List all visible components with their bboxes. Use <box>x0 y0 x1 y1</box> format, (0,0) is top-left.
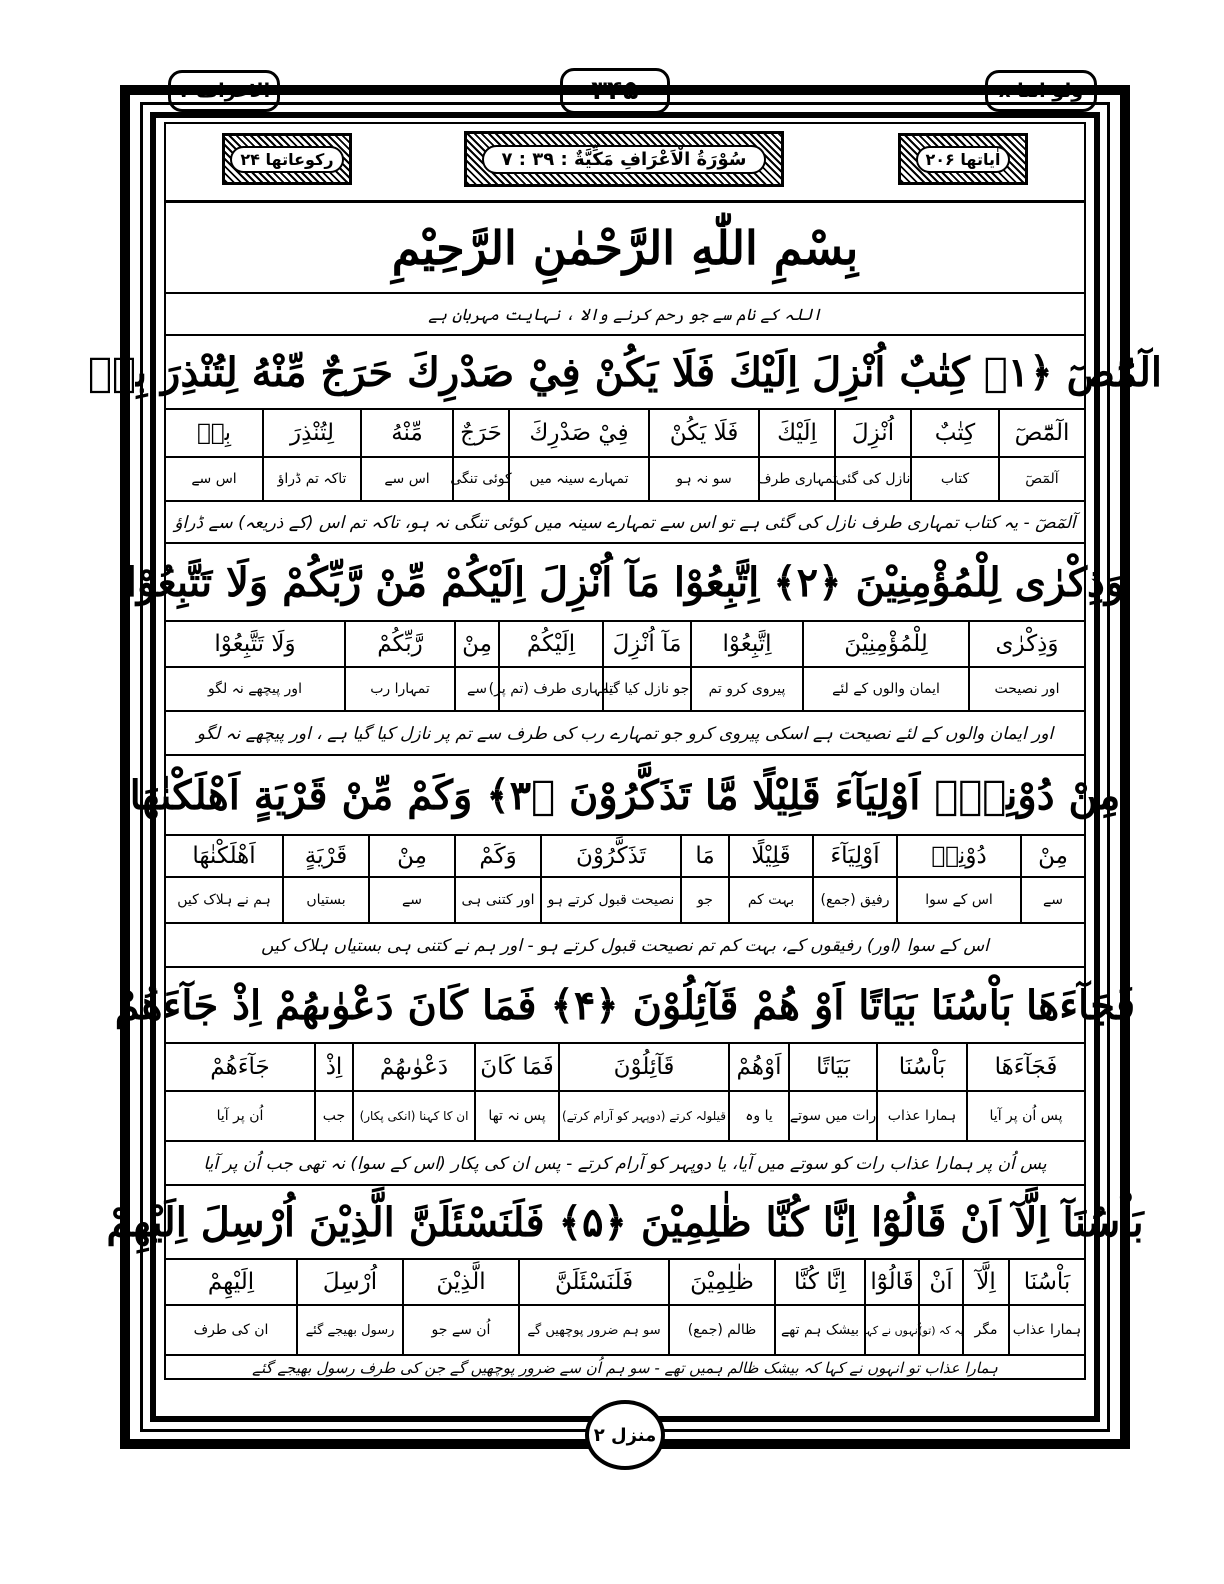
word-cell: جَآءَهُمْ <box>210 1054 270 1080</box>
word-row-4 <box>166 1042 1084 1090</box>
word-cell: اِذْ <box>314 1044 352 1090</box>
word-cell: اَهْلَكْنٰهَا <box>192 843 256 869</box>
meaning-row-5 <box>166 1304 1084 1354</box>
meaning-cell: بیشک ہم تھے <box>774 1306 864 1354</box>
word-cell: الٓمّٓصٓ <box>998 410 1084 456</box>
word-cell: فَجَآءَهَا <box>966 1044 1084 1090</box>
meaning-cell: اُنہوں نے کہا <box>864 1306 918 1354</box>
meaning-cell: اُن پر آیا <box>216 1108 264 1124</box>
surah-title: ۷ : سُوْرَةُ الْاَعْرَافِ مَكِّيَّةٌ : ۳۹ <box>482 145 767 174</box>
word-row-1 <box>166 408 1084 456</box>
word-cell: اَوْهُمْ <box>728 1044 788 1090</box>
meaning-cell: سو ہم ضرور پوچھیں گے <box>518 1306 668 1354</box>
word-cell: اِلَيْهِمْ <box>207 1269 255 1295</box>
word-cell: وَكَمْ <box>454 836 540 876</box>
meaning-cell: جب <box>314 1092 352 1140</box>
word-cell: تَذَكَّرُوْنَ <box>540 836 680 876</box>
word-cell: فِيْ صَدْرِكَ <box>508 410 648 456</box>
meaning-cell: رسول بھیجے گئے <box>296 1306 402 1354</box>
meaning-cell: ہمارا عذاب <box>876 1092 966 1140</box>
word-cell: كِتٰبٌ <box>910 410 998 456</box>
meaning-row-3 <box>166 876 1084 922</box>
word-cell: دُوْنِهٖ <box>896 836 1020 876</box>
word-cell: رَّبِّكُمْ <box>344 622 454 666</box>
word-cell: مَا <box>680 836 728 876</box>
word-cell: اُنْزِلَ <box>834 410 910 456</box>
meaning-cell: قیلولہ کرتے (دوپہر کو آرام کرتے) <box>558 1092 728 1140</box>
ayah-text: بَاْسُنَآ اِلَّآ اَنْ قَالُوْٓا اِنَّا كُنَّا ظٰلِمِيْنَ ﴿۵﴾ فَلَنَسْئَلَنَّ الَّذِيْنَ اُرْسِلَ اِلَيْهِمْ <box>106 1198 1144 1246</box>
word-row-3 <box>166 834 1084 876</box>
meaning-cell: بستیاں <box>282 878 368 922</box>
word-cell: حَرَجٌ <box>452 410 508 456</box>
translation-row-3 <box>166 922 1084 966</box>
translation-row-5 <box>166 1354 1084 1380</box>
word-row-5 <box>166 1258 1084 1304</box>
meaning-cell: تاکہ تم ڈراؤ <box>262 458 360 500</box>
word-cell: اِتَّبِعُوْا <box>690 622 802 666</box>
word-cell: لِتُنْذِرَ <box>262 410 360 456</box>
word-cell: فَلَنَسْئَلَنَّ <box>518 1260 668 1304</box>
word-cell: بِهٖ <box>197 420 232 446</box>
translation-text: پس اُن پر ہمارا عذاب رات کو سوتے میں آیا، یا دوپہر کو آرام کرتے - پس ان کی پکار (اس کے سوا) نہ تھی جب اُن پر آیا <box>203 1153 1047 1174</box>
word-cell: فَمَا كَانَ <box>474 1044 558 1090</box>
meaning-cell: اور نصیحت <box>968 668 1084 710</box>
translation-text: اور ایمان والوں کے لئے نصیحت ہے اسکی پیروی کرو جو تمہارے رب کی طرف سے تم پر نازل کیا گیا ہے ، اور پیچھے نہ لگو <box>196 723 1054 744</box>
word-cell: اِلَّآ <box>962 1260 1008 1304</box>
meaning-cell: تمہارے سینہ میں <box>508 458 648 500</box>
translation-text: ہمارا عذاب تو انہوں نے کہا کہ بیشک ظالم ہمیں تھے - سو ہم اُن سے ضرور پوچھیں گے جن کی طرف رسول بھیجے گئے <box>252 1359 998 1377</box>
meaning-cell: آلمٓصٓ <box>998 458 1084 500</box>
word-cell: لِلْمُؤْمِنِيْنَ <box>802 622 968 666</box>
meaning-cell: اس سے <box>360 458 452 500</box>
meaning-cell: سو نہ ہو <box>648 458 758 500</box>
word-row-2 <box>166 620 1084 666</box>
word-cell: قَلِيْلًا <box>728 836 812 876</box>
translation-row-4 <box>166 1140 1084 1184</box>
meaning-cell: اور پیچھے نہ لگو <box>208 681 302 697</box>
meaning-cell: رات میں سوتے <box>788 1092 876 1140</box>
word-cell: اَوْلِيَآءَ <box>812 836 896 876</box>
word-cell: وَلَا تَتَّبِعُوْا <box>214 631 296 657</box>
word-cell: اِلَيْكُمْ <box>498 622 602 666</box>
meaning-row-2 <box>166 666 1084 710</box>
ayah-text: مِنْ دُوْنِهٖٓ اَوْلِيَآءَ قَلِيْلًا مَّا تَذَكَّرُوْنَ ﴿۳﴾ وَكَمْ مِّنْ قَرْيَةٍ اَهْلَكْنٰهَا <box>129 771 1121 819</box>
juz-name-label: ولو اننا ۸ <box>998 80 1084 102</box>
meaning-cell: پس اُن پر آیا <box>966 1092 1084 1140</box>
word-cell: اِلَيْكَ <box>758 410 834 456</box>
translation-text: اس کے سوا (اور) رفیقوں کے، بہت کم تم نصیحت قبول کرتے ہو - اور ہم نے کتنی ہی بستیاں ہلاک کیں <box>261 935 989 956</box>
meaning-cell: اُن سے جو <box>402 1306 518 1354</box>
word-cell: قَآئِلُوْنَ <box>558 1044 728 1090</box>
meaning-row-4 <box>166 1090 1084 1140</box>
meaning-cell: سے <box>454 668 498 710</box>
word-cell: اُرْسِلَ <box>296 1260 402 1304</box>
ayah-text: الٓمّٓصٓ ﴿۱﴾ كِتٰبٌ اُنْزِلَ اِلَيْكَ فَلَا يَكُنْ فِيْ صَدْرِكَ حَرَجٌ مِّنْهُ لِتُنْذِرَ بِهٖ <box>87 348 1163 396</box>
meaning-cell: کوئی تنگی <box>452 458 508 500</box>
ayah-text: فَجَآءَهَا بَاْسُنَا بَيَاتًا اَوْ هُمْ قَآئِلُوْنَ ﴿۴﴾ فَمَا كَانَ دَعْوٰىهُمْ اِذْ جَآءَهُمْ <box>114 981 1136 1029</box>
word-cell: مِنْ <box>1020 836 1084 876</box>
word-cell: مَآ اُنْزِلَ <box>602 622 690 666</box>
meaning-cell: نازل کی گئی <box>834 458 910 500</box>
word-cell: قَالُوْٓا <box>864 1260 918 1304</box>
word-cell: ظٰلِمِيْنَ <box>668 1260 774 1304</box>
word-cell: فَلَا يَكُنْ <box>648 410 758 456</box>
meaning-cell: ایمان والوں کے لئے <box>802 668 968 710</box>
meaning-cell: ظالم (جمع) <box>668 1306 774 1354</box>
bismillah-translation-row <box>166 292 1084 334</box>
word-cell: بَاْسُنَا <box>876 1044 966 1090</box>
ayah-line-1 <box>87 334 1163 408</box>
word-cell: اِنَّا كُنَّا <box>774 1260 864 1304</box>
meaning-cell: تمہاری طرف (تم پر) <box>498 668 602 710</box>
meaning-cell: ان کا کہنا (انکی پکار) <box>352 1092 474 1140</box>
meaning-cell: جو نازل کیا گیا <box>602 668 690 710</box>
meaning-cell: مگر <box>962 1306 1008 1354</box>
word-cell: الَّذِيْنَ <box>402 1260 518 1304</box>
ayah-text: وَذِكْرٰى لِلْمُؤْمِنِيْنَ ﴿۲﴾ اِتَّبِعُوْا مَآ اُنْزِلَ اِلَيْكُمْ مِّنْ رَّبِّكُمْ وَلَا تَتَّبِعُوْا <box>125 558 1125 606</box>
word-cell: مِنْ <box>368 836 454 876</box>
ayah-line-4 <box>114 966 1136 1042</box>
meaning-cell: بہت کم <box>728 878 812 922</box>
word-cell: وَذِكْرٰى <box>968 622 1084 666</box>
meaning-cell: اور کتنی ہی <box>454 878 540 922</box>
word-cell: بَيَاتًا <box>788 1044 876 1090</box>
meaning-cell: اس کے سوا <box>896 878 1020 922</box>
word-cell: قَرْيَةٍ <box>282 836 368 876</box>
meaning-cell: پس نہ تھا <box>474 1092 558 1140</box>
translation-row-1 <box>166 500 1084 542</box>
meaning-cell: سے <box>368 878 454 922</box>
ayat-count: اٰياتها ۲۰۶ <box>916 146 1011 173</box>
surah-title-cartouche <box>464 131 784 187</box>
meaning-row-1 <box>166 456 1084 500</box>
meaning-cell: رفیق (جمع) <box>812 878 896 922</box>
surah-name-label: الاعراف ۷ <box>177 80 271 102</box>
bismillah-row <box>166 200 1084 292</box>
bismillah-translation: اللہ کے نام سے جو رحم کرنے والا ، نہایت مہربان ہے <box>428 304 822 324</box>
rukus-count: رکوعاتها ۲۴ <box>230 146 343 173</box>
meaning-cell: یا وہ <box>728 1092 788 1140</box>
meaning-cell: سے <box>1020 878 1084 922</box>
meaning-cell: تمہاری طرف <box>758 458 834 500</box>
ayat-cartouche <box>898 133 1028 185</box>
word-cell: اَنْ <box>918 1260 962 1304</box>
ayah-line-5 <box>106 1184 1144 1258</box>
rukus-cartouche <box>222 133 352 185</box>
page-number: ۳۴۵ <box>591 76 639 106</box>
bismillah: بِسْمِ اللّٰهِ الرَّحْمٰنِ الرَّحِيْمِ <box>391 220 859 275</box>
meaning-cell: پیروی کرو تم <box>690 668 802 710</box>
meaning-cell: جو <box>680 878 728 922</box>
meaning-cell: تمہارا رب <box>344 668 454 710</box>
meaning-cell: ان کی طرف <box>193 1322 269 1338</box>
manzil-label: منزل ۲ <box>593 1424 657 1446</box>
ayah-line-2 <box>125 542 1125 620</box>
manzil-badge <box>585 1400 665 1470</box>
meaning-cell: ہم نے ہلاک کیں <box>177 892 271 908</box>
word-cell: دَعْوٰىهُمْ <box>352 1044 474 1090</box>
translation-row-2 <box>166 710 1084 754</box>
word-cell: مِّنْهُ <box>360 410 452 456</box>
translation-text: آلمٓصٓ - یہ کتاب تمہاری طرف نازل کی گئی ہے تو اس سے تمہارے سینہ میں کوئی تنگی نہ ہو، تاکہ تم اس (کے ذریعہ) سے ڈراؤ <box>174 512 1076 533</box>
meaning-cell: نصیحت قبول کرتے ہو <box>540 878 680 922</box>
meaning-cell: کتاب <box>910 458 998 500</box>
meaning-cell: یہ کہ (تو) <box>918 1306 962 1354</box>
meaning-cell: ہمارا عذاب <box>1008 1306 1084 1354</box>
meaning-cell: اس سے <box>191 471 237 487</box>
ayah-line-3 <box>129 754 1121 834</box>
word-cell: مِنْ <box>454 622 498 666</box>
word-cell: بَاْسُنَا <box>1008 1260 1084 1304</box>
